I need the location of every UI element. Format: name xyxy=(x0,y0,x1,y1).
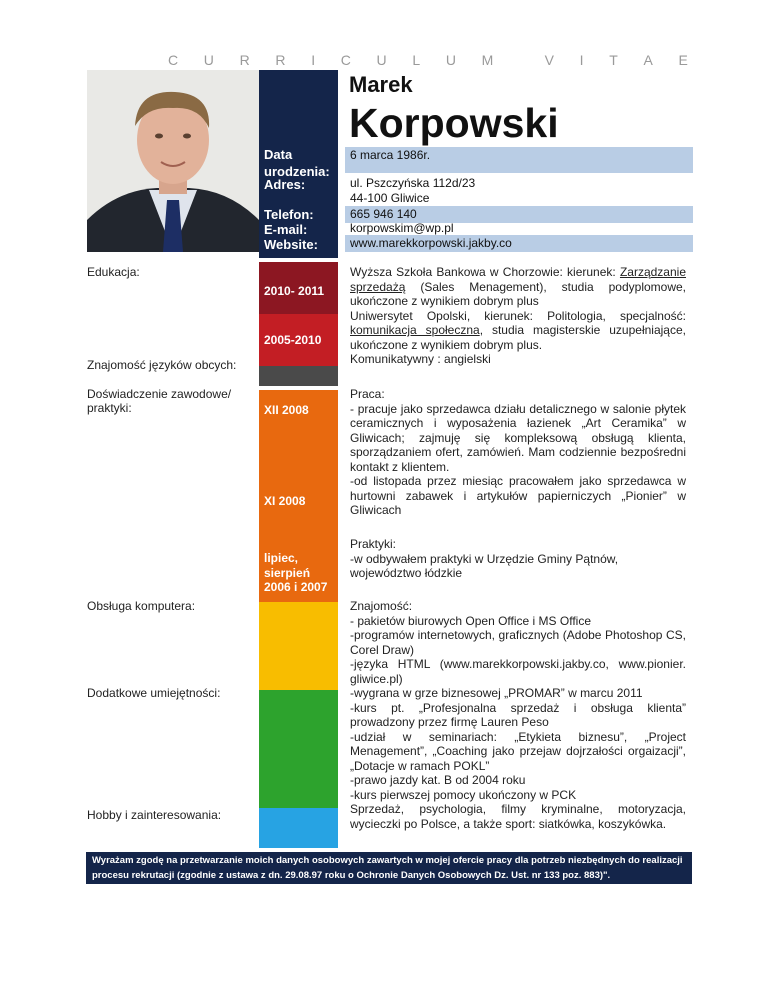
label-website: Website: xyxy=(264,237,318,252)
website-link[interactable]: www.marekkorpowski.jakby.co xyxy=(350,236,512,250)
hobby-content: Sprzedaż, psychologia, filmy kryminalne, motoryzacja, wycieczki po Polsce, a także sport: siatkówka, koszykówka. xyxy=(350,802,686,831)
skill-entry: -prawo jazdy kat. B od 2004 roku xyxy=(350,773,526,787)
label-email: E-mail: xyxy=(264,222,308,237)
first-name: Marek xyxy=(349,72,413,97)
section-skills: Dodatkowe umiejętności: xyxy=(87,686,221,700)
section-computer: Obsługa komputera: xyxy=(87,599,196,613)
internship-content: Praktyki: -w odbywałem praktyki w Urzędzie Gminy Pątnów, województwo łódzkie xyxy=(350,537,619,580)
skill-entry: -udział w seminariach: „Etykieta biznesu”, „Project Menagement”, „Coaching jako przejaw dojrzałości orgaizacji”, „Dotacje w ramach POKL” xyxy=(350,729,686,773)
label-phone: Telefon: xyxy=(264,207,314,222)
computer-band xyxy=(259,602,338,690)
phone-value: 665 946 140 xyxy=(350,207,417,221)
computer-skills-content: Znajomość: - pakietów biurowych Open Office i MS Office -programów internetowych, graficznych (Adobe Photoshop CS, Corel Draw) -języka HTML (www.marekkorpowski.jakby.co, www.pionier. gliwice.pl) -wygrana w grze biznesowej „PROMAR” w marcu 2011 -kurs pt. „Profesjonalna sprzedaż i obsługa klienta” prowadzony przez firmę Lauren Peso -udział w seminariach: „Etykieta biznesu”, „Project Menagement”, „Coaching jako przejaw dojrzałości orgaizacji”, „Dotacje w ramach POKL” -prawo jazdy kat. B od 2004 roku -kurs pierwszej pomocy ukończony w PCK Sprzedaż, psychologia, filmy kryminalne, motoryzacja, wycieczki po Polsce, a także sport: siatkówka, koszykówka. xyxy=(350,599,686,831)
email-link[interactable]: korpowskim@wp.pl xyxy=(350,221,454,235)
work-content: Praca: - pracuje jako sprzedawca działu detalicznego w salonie płytek ceramicznych i wyposażenia łazienek „Art Ceramika” w Gliwicach; zajmuję się kompleksową obsługą klienta, sporządzaniem ofert, zamówień. Mam codziennie bezpośredni kontakt z klientem. -od listopada przez miesiąc pracowałem jako sprzedawca w hurtowni zabawek i artykułów papierniczych „Pionier” w Gliwicach xyxy=(350,387,686,517)
section-hobby: Hobby i zainteresowania: xyxy=(87,808,222,822)
skill-entry: -kurs pierwszej pomocy ukończony w PCK xyxy=(350,787,577,802)
profile-photo xyxy=(87,70,259,252)
languages-content: Komunikatywny : angielski xyxy=(350,352,491,366)
cv-title: C U R R I C U L U M V I T A E xyxy=(168,52,688,68)
section-languages: Znajomość języków obcych: xyxy=(87,358,237,372)
education-content xyxy=(350,265,686,367)
section-experience: Doświadczenie zawodowe/ praktyki: xyxy=(87,387,232,415)
label-address: Adres: xyxy=(264,177,306,192)
date-work-1: XII 2008 xyxy=(264,403,309,417)
specialization-link-2[interactable]: komunikacja społeczna xyxy=(350,323,480,337)
date-internship: lipiec, sierpień 2006 i 2007 xyxy=(264,551,328,594)
birth-date-value: 6 marca 1986r. xyxy=(350,148,431,162)
consent-footer: Wyrażam zgodę na przetwarzanie moich danych osobowych zawartych w mojej ofercie pracy dla potrzeb niezbędnych do realizacji procesu rekrutacji (zgodnie z ustawa z dn. 29.08.97 roku o Ochronie Danych Osobowych Dz. Ust. nr 133 poz. 883)". xyxy=(86,852,692,884)
address-value: ul. Pszczyńska 112d/23 44-100 Gliwice xyxy=(350,176,476,205)
job-entry-2: -od listopada przez miesiąc pracowałem jako sprzedawca w hurtowni zabawek i artykułów papierniczych „Pionier” w Gliwicach xyxy=(350,474,686,517)
job-entry-1: - pracuje jako sprzedawca działu detalicznego w salonie płytek ceramicznych i wyposażenia łazienek „Art Ceramika” w Gliwicach; zajmuję się kompleksową obsługą klienta, sporządzaniem ofert, zamówień. Mam codziennie bezpośredni kontakt z klientem. xyxy=(350,401,686,474)
education-entry-1: Wyższa Szkoła Bankowa w Chorzowie: kierunek: Zarządzanie sprzedażą (Sales Menagement), studia podyplomowe, ukończone z wynikiem dobrym plus xyxy=(350,265,686,308)
specialization-link-1[interactable]: Zarządzanie sprzedażą xyxy=(350,265,686,294)
hobby-band xyxy=(259,808,338,848)
last-name: Korpowski xyxy=(349,100,559,146)
date-education-1: 2010- 2011 xyxy=(264,284,325,298)
date-education-2: 2005-2010 xyxy=(264,333,322,347)
skill-entry: -wygrana w grze biznesowej „PROMAR” w marcu 2011 xyxy=(350,686,643,700)
languages-band xyxy=(259,366,338,386)
skills-band xyxy=(259,690,338,808)
date-work-2: XI 2008 xyxy=(264,494,306,508)
education-entry-2: Uniwersytet Opolski, kierunek: Politologia, specjalność: komunikacja społeczna, studia magisterskie uzupełniające, ukończone z wynikiem dobrym plus. xyxy=(350,308,686,352)
section-education: Edukacja: xyxy=(87,265,140,279)
label-birth-date: Data urodzenia: xyxy=(264,147,330,179)
skill-entry: -kurs pt. „Profesjonalna sprzedaż i obsługa klienta” prowadzony przez firmę Lauren Peso xyxy=(350,700,686,729)
